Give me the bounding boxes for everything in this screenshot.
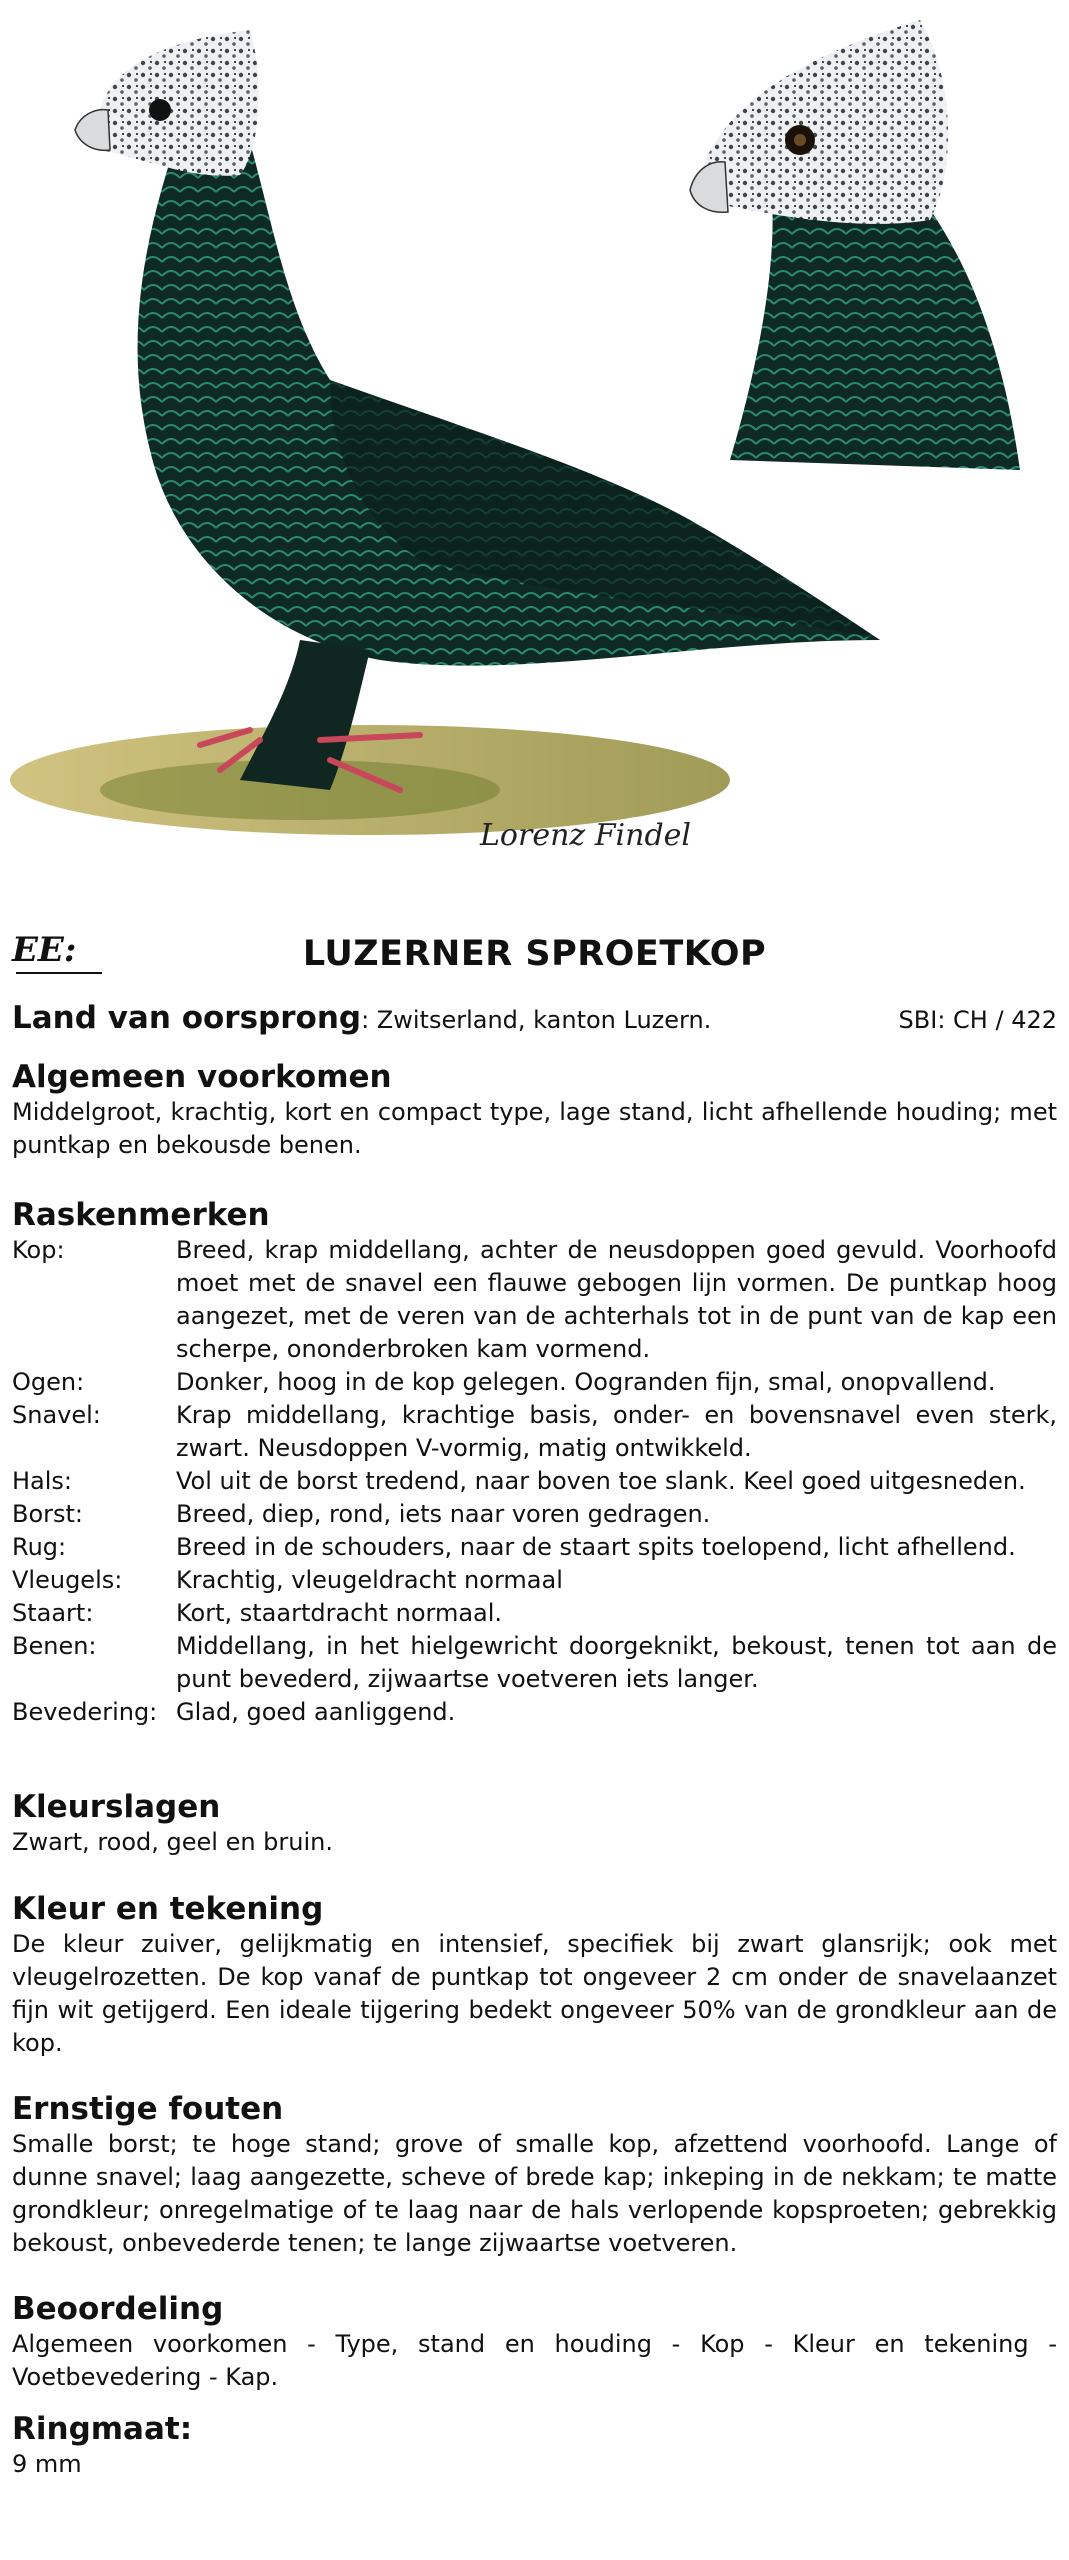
row-key: Ogen:: [12, 1368, 85, 1396]
row-value: Kort, staartdracht normaal.: [176, 1599, 503, 1627]
row-key: Hals:: [12, 1467, 73, 1495]
row-value: Breed, diep, rond, iets naar voren gedragen.: [176, 1500, 711, 1528]
list-item: [12, 1531, 1057, 1564]
section-heading: Algemeen voorkomen: [12, 1059, 392, 1095]
section-text: Zwart, rood, geel en bruin.: [12, 1828, 333, 1856]
row-value: Krap middellang, krachtige basis, onder- en bovensnavel even sterk, zwart. Neusdoppen V-vormig, matig ontwikkeld.: [176, 1401, 1057, 1462]
row-value: Breed, krap middellang, achter de neusdoppen goed gevuld. Voorhoofd moet met de snavel een flauwe gebogen lijn vormen. De puntkap hoog aangezet, met de veren van de achterhals tot in de punt van de kap een scherpe, ononderbroken kam vormend.: [176, 1236, 1057, 1363]
list-item: [12, 1366, 1057, 1399]
row-key: Snavel:: [12, 1401, 101, 1429]
row-value: Breed in de schouders, naar de staart spits toelopend, licht afhellend.: [176, 1533, 1016, 1561]
list-item: [12, 1564, 1057, 1597]
section-heading: Kleurslagen: [12, 1789, 221, 1825]
list-item: [12, 1498, 1057, 1531]
eye-icon: [149, 99, 171, 121]
row-value: Krachtig, vleugeldracht normaal: [176, 1566, 563, 1594]
section-colors: [12, 1788, 1057, 1859]
list-item: [12, 1630, 1057, 1696]
list-item: [12, 1465, 1057, 1498]
section-text: Algemeen voorkomen - Type, stand en houding - Kop - Kleur en tekening - Voetbevedering - Kap.: [12, 2330, 1057, 2391]
section-text: Smalle borst; te hoge stand; grove of smalle kop, afzettend voorhoofd. Lange of dunne snavel; laag aangezette, scheve of brede kap; inkeping in de nekkam; te matte grondkleur; onregelmatige of te laag naar de hals verlopende kopsproeten; gebrekkig bekoust, onbevederde tenen; te lange zijwaartse voetveren.: [12, 2130, 1057, 2257]
sbi-code: SBI: CH / 422: [898, 1006, 1057, 1034]
section-breed-characteristics: [12, 1196, 1057, 1729]
section-color-marking: [12, 1890, 1057, 2060]
row-key: Vleugels:: [12, 1566, 123, 1594]
list-item: [12, 1234, 1057, 1366]
artist-signature: Lorenz Findel: [480, 818, 692, 853]
standard-code: EE:: [12, 930, 77, 970]
characteristics-list: [12, 1234, 1057, 1729]
list-item: [12, 1597, 1057, 1630]
row-key: Rug:: [12, 1533, 67, 1561]
row-key: Staart:: [12, 1599, 94, 1627]
breed-header: [12, 930, 1057, 980]
origin-line: [12, 1000, 1057, 1040]
section-text: 9 mm: [12, 2450, 82, 2478]
row-key: Borst:: [12, 1500, 84, 1528]
list-item: [12, 1696, 1057, 1729]
section-judging: [12, 2290, 1057, 2394]
row-value: Donker, hoog in de kop gelegen. Oogranden fijn, smal, onopvallend.: [176, 1368, 996, 1396]
section-heading: Ernstige fouten: [12, 2091, 284, 2127]
section-text: Middelgroot, krachtig, kort en compact type, lage stand, licht afhellende houding; met puntkap en bekousde benen.: [12, 1098, 1057, 1159]
pigeon-head-detail: [690, 20, 1020, 470]
section-heading: Kleur en tekening: [12, 1891, 324, 1927]
section-serious-faults: [12, 2090, 1057, 2260]
row-key: Benen:: [12, 1632, 97, 1660]
row-key: Kop:: [12, 1236, 65, 1264]
section-ring-size: [12, 2410, 1057, 2481]
section-general: [12, 1058, 1057, 1162]
breed-title: LUZERNER SPROETKOP: [302, 934, 767, 974]
row-key: Bevedering:: [12, 1698, 158, 1726]
section-heading: Beoordeling: [12, 2291, 224, 2327]
row-value: Middellang, in het hielgewricht doorgeknikt, bekoust, tenen tot aan de punt bevederd, zijwaartse voetveren iets langer.: [176, 1632, 1057, 1693]
origin-label: Land van oorsprong: [12, 1000, 362, 1036]
section-heading: Ringmaat:: [12, 2411, 193, 2447]
row-value: Vol uit de borst tredend, naar boven toe slank. Keel goed uitgesneden.: [176, 1467, 1026, 1495]
origin-value: : Zwitserland, kanton Luzern.: [361, 1006, 712, 1034]
pigeon-illustration: [0, 0, 1069, 900]
row-value: Glad, goed aanliggend.: [176, 1698, 456, 1726]
list-item: [12, 1399, 1057, 1465]
section-heading: Raskenmerken: [12, 1197, 270, 1233]
section-text: De kleur zuiver, gelijkmatig en intensief, specifiek bij zwart glansrijk; ook met vleugelrozetten. De kop vanaf de puntkap tot ongeveer 2 cm onder de snavelaanzet fijn wit getijgerd. Een ideale tijgering bedekt ongeveer 50% van de grondkleur aan de kop.: [12, 1930, 1057, 2057]
